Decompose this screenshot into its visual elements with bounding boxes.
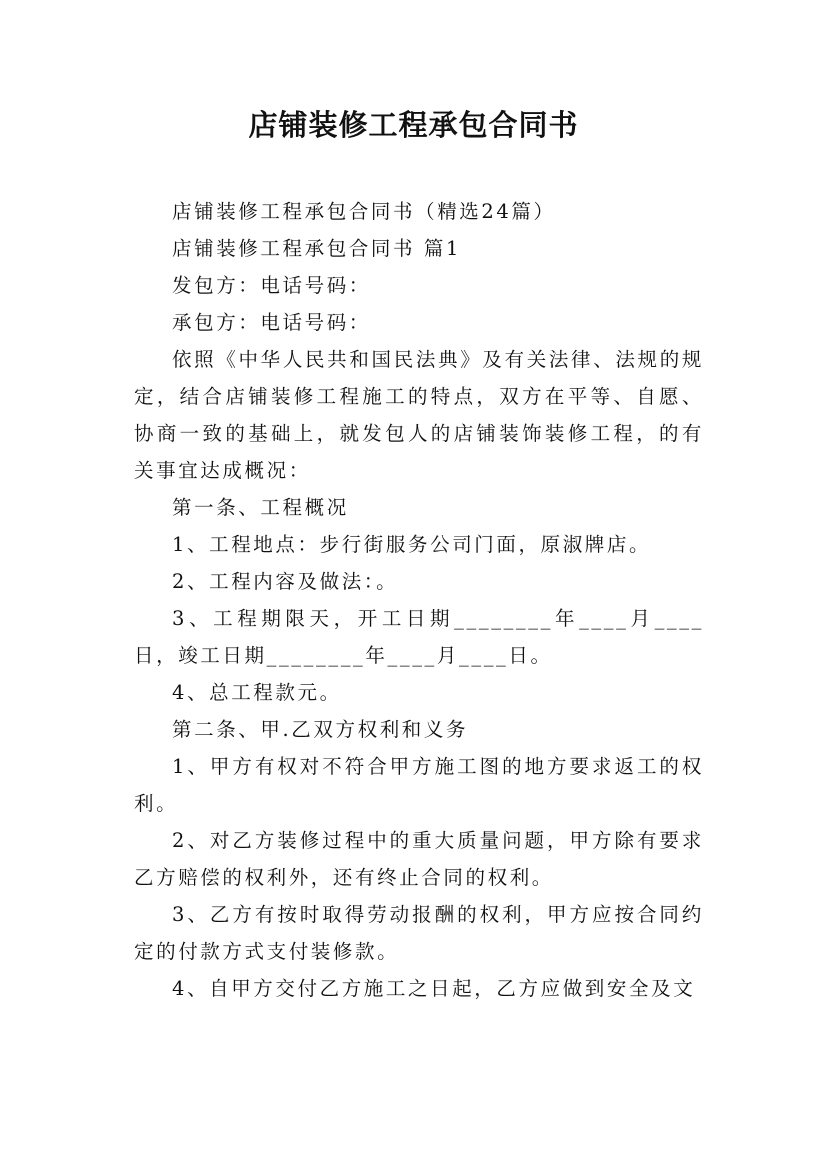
paragraph-preamble: 依照《中华人民共和国民法典》及有关法律、法规的规定，结合店铺装修工程施工的特点，双方在平等、自愿、协商一致的基础上，就发包人的店铺装饰装修工程，的有关事宜达成概况： — [134, 348, 704, 482]
document-title: 店铺装修工程承包合同书 — [248, 108, 579, 142]
paragraph-right-3: 3、乙方有按时取得劳动报酬的权利，甲方应按合同约定的付款方式支付装修款。 — [134, 903, 704, 963]
paragraph-clause-schedule: 3、工程期限天，开工日期________年____月____日，竣工日期________年____月____日。 — [134, 607, 704, 667]
paragraph-clause-content: 2、工程内容及做法：。 — [172, 570, 399, 593]
paragraph-contractor: 承包方：电话号码： — [172, 311, 371, 334]
paragraph-section-1-heading: 第一条、工程概况 — [172, 496, 349, 519]
paragraph-right-2: 2、对乙方装修过程中的重大质量问题，甲方除有要求乙方赔偿的权利外，还有终止合同的权利。 — [134, 829, 704, 889]
paragraph-collection-title: 店铺装修工程承包合同书（精选24篇） — [172, 200, 556, 223]
paragraph-right-1: 1、甲方有权对不符合甲方施工图的地方要求返工的权利。 — [134, 755, 704, 815]
paragraph-section-2-heading: 第二条、甲.乙双方权利和义务 — [172, 718, 469, 741]
paragraph-article-heading: 店铺装修工程承包合同书 篇1 — [172, 237, 462, 260]
paragraph-right-4: 4、自甲方交付乙方施工之日起，乙方应做到安全及文 — [172, 977, 696, 1000]
paragraph-clause-payment-total: 4、总工程款元。 — [172, 681, 342, 704]
paragraph-clause-location: 1、工程地点：步行街服务公司门面，原淑牌店。 — [172, 533, 652, 556]
paragraph-employer: 发包方：电话号码： — [172, 274, 371, 297]
document-body — [134, 193, 704, 1007]
